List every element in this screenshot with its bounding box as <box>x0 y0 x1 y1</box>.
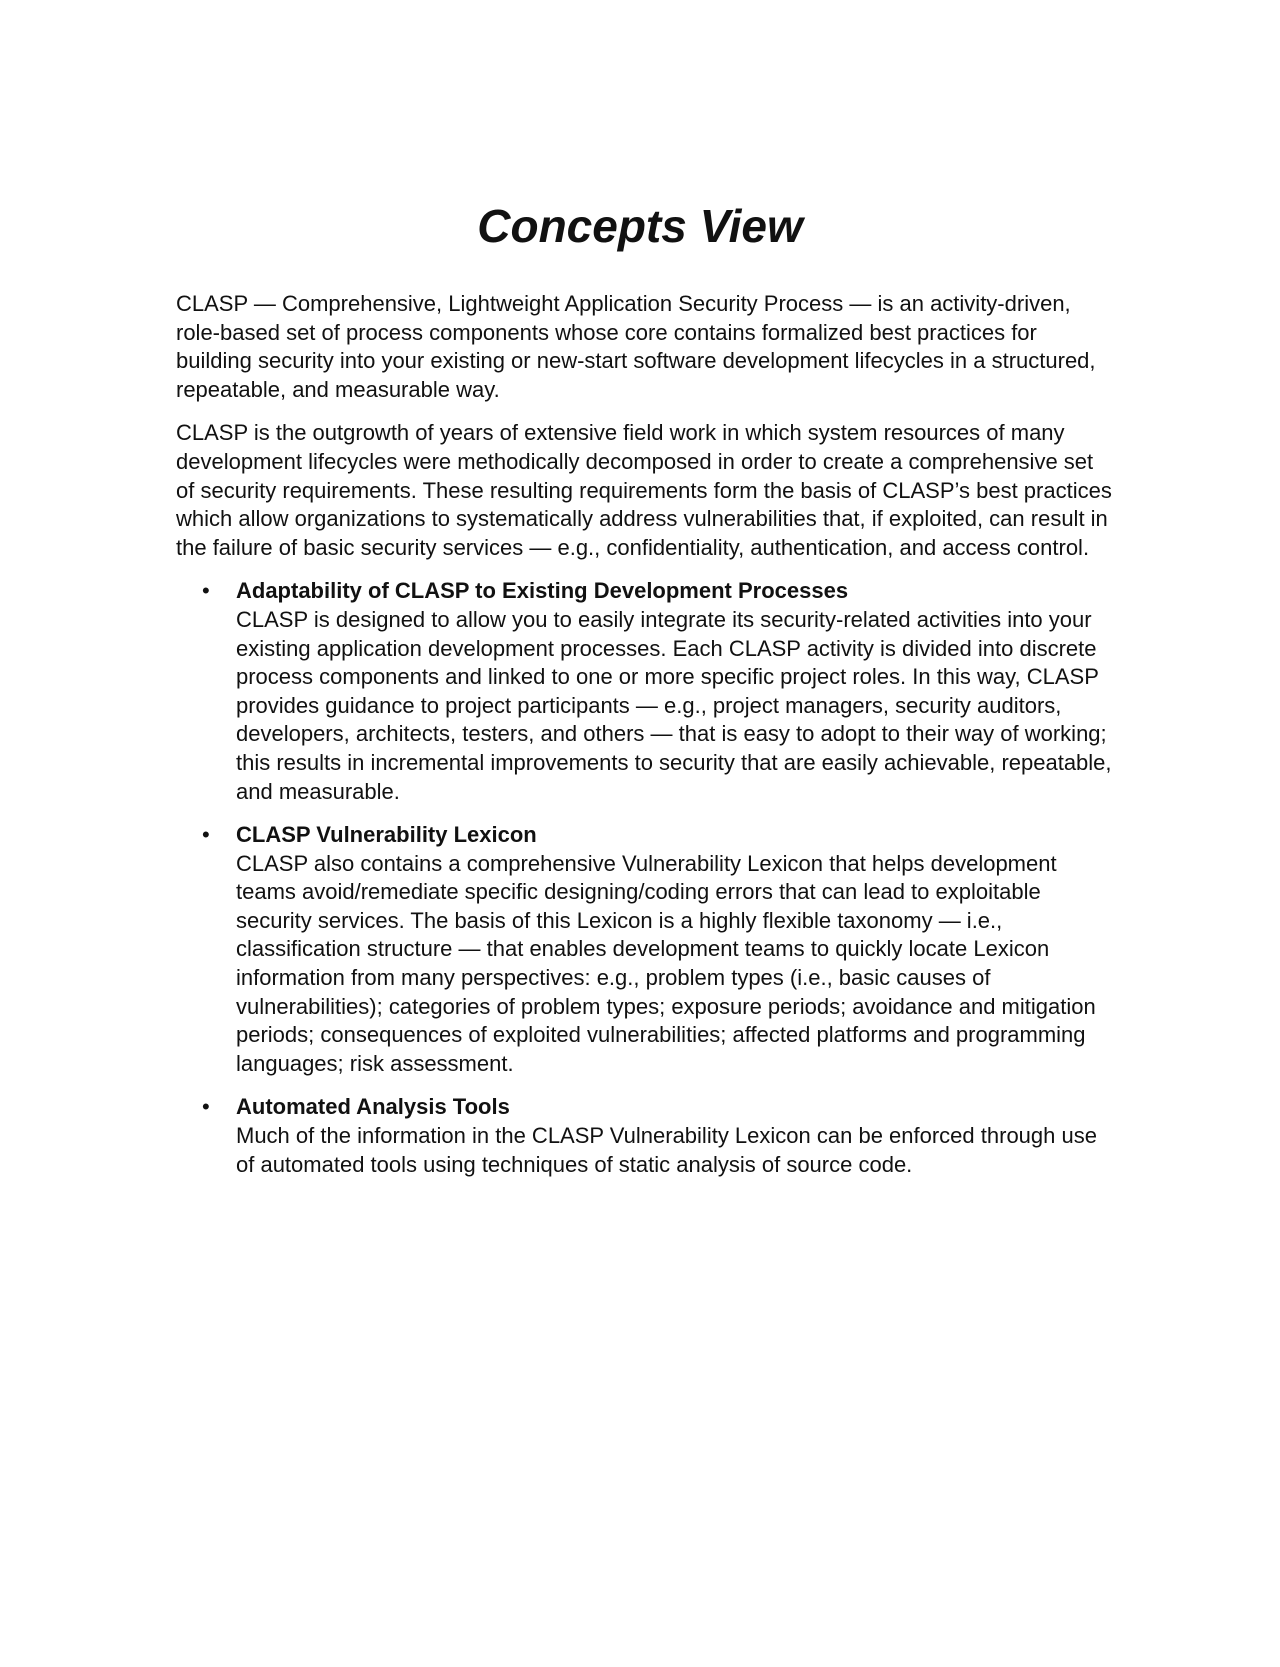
list-item-adaptability <box>202 577 1116 806</box>
list-item-vulnerability-lexicon <box>202 821 1116 1078</box>
bullet-icon: • <box>202 822 210 848</box>
list-item-text: CLASP is designed to allow you to easily integrate its security-related activities into your existing application development processes. Each CLASP activity is divided into discrete process components and linked to one or more specific project roles. In this way, CLASP provides guidance to project participants — e.g., project managers, security auditors, developers, architects, testers, and others — that is easy to adopt to their way of working; this results in incremental improvements to security that are easily achievable, repeatable, and measurable. <box>236 606 1112 804</box>
feature-list <box>176 577 1116 1179</box>
list-item-text: CLASP also contains a comprehensive Vulnerability Lexicon that helps development teams avoid/remediate specific designing/coding errors that can lead to exploitable security services. The basis of this Lexicon is a highly flexible taxonomy — i.e., classification structure — that enables development teams to quickly locate Lexicon information from many perspectives: e.g., problem types (i.e., basic causes of vulnerabilities); categories of problem types; exposure periods; avoidance and mitigation periods; consequences of exploited vulnerabilities; affected platforms and programming languages; risk assessment. <box>236 850 1096 1076</box>
list-item-analysis-tools <box>202 1093 1116 1179</box>
bullet-icon: • <box>202 1094 210 1120</box>
background-paragraph: CLASP is the outgrowth of years of extensive field work in which system resources of many development lifecycles were methodically decomposed in order to create a comprehensive set of security requirements. These resulting requirements form the basis of CLASP’s best practices which allow organizations to systematically address vulnerabilities that, if exploited, can result in the failure of basic security services — e.g., confidentiality, authentication, and access control. <box>176 420 1112 560</box>
list-item-heading: CLASP Vulnerability Lexicon <box>236 822 537 848</box>
bullet-icon: • <box>202 578 210 604</box>
page-title: Concepts View <box>477 200 803 252</box>
intro-paragraph: CLASP — Comprehensive, Lightweight Application Security Process — is an activity-driven, role-based set of process components whose core contains formalized best practices for building security into your existing or new-start software development lifecycles in a structured, repeatable, and measurable way. <box>176 291 1096 402</box>
document-body <box>176 290 1116 1194</box>
list-item-heading: Adaptability of CLASP to Existing Development Processes <box>236 578 849 604</box>
list-item-text: Much of the information in the CLASP Vulnerability Lexicon can be enforced through use of automated tools using techniques of static analysis of source code. <box>236 1123 1097 1177</box>
list-item-heading: Automated Analysis Tools <box>236 1094 510 1120</box>
